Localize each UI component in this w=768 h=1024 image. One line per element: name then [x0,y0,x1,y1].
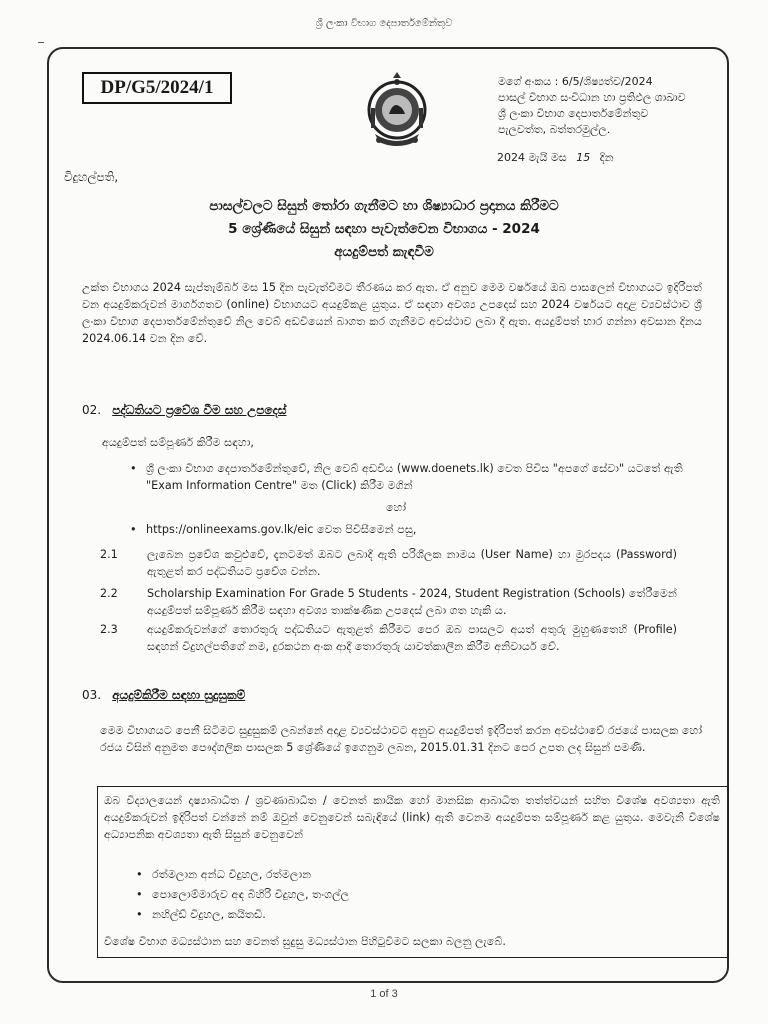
date-prefix: 2024 මැයි මස [497,151,567,164]
date-day: 15 [576,151,591,164]
bullet-eic-link [130,521,702,538]
section-title: පද්ධතියට ප්‍රවේශ වීම සහ උපදෙස් [112,403,287,417]
section-title: අයදුම්කිරීම සඳහා සුදුසුකම් [112,688,246,702]
item-text: ලැබෙන ප්‍රවේශ කවුළුවේ, දැනටමත් ඔබට ලබාදී ඇති පරිශීලක නාමය (User Name) හා මුරපදය (Password) ඇතුළත් කර පද්ධතියට ප්‍රවේශ වන්න. [147,548,677,578]
salutation: විදුහල්පති, [64,170,119,184]
school-name: පොලොම්මාරුව අඳ බිහිරි විදුහල, තංගල්ල [152,888,350,901]
section-number: 02. [82,403,102,417]
eligibility-paragraph: මෙම විභාගයට පෙනී සිටීමට සුදුසුකම් ලබන්නේ අදාළ ව්‍යවස්ථාවට අනුව අයදුම්පත් ඉදිරිපත් කරන අවස්ථාවේ රජයේ පාසලක හෝ රජය විසින් අනුමත පෞද්ගලික පාසලක 5 ශ්‍රේණියේ ඉගෙනුම ලබන, 2015.01.31 දිනට පෙර උපත ලද සිසුන් පමණි. [100,724,702,754]
school-name: රත්මලාන අන්ධ විදුහල, රත්මලාන [152,868,312,881]
or-label: හෝ [386,501,407,514]
date-suffix: දින [599,151,614,164]
bullet-icon: • [130,523,137,536]
item-text: අයදුම්කරුවන්ගේ තොරතුරු පද්ධතියට ඇතුළත් කිරීමට පෙර ඔබ පාසලට අයත් අතුරු මුහුණතෙහි (Profile) සඳහන් විදුහල්පතිගේ නම, දුරකථන අංක ආදී තොරතුරු යාවත්කාලීන කිරීම අනිවාර්ය වේ. [147,623,677,653]
intro-paragraph: උක්ත විභාගය 2024 සැප්තැම්බර් මස 15 දින පැවැත්වීමට තීරණය කර ඇත. ඒ අනුව මෙම වර්ෂයේ ඔබ පාසලෙන් විභාගයට ඉදිරිපත් වන අයදුම්කරුවන් මාර්ගගතව (online) විභාගයට අයදුම්කළ යුතුය. ඒ සඳහා අවශ්‍ය උපදෙස් සහ 2024 වර්ෂයට අදාළ ව්‍යවස්ථාව ශ්‍රී ලංකා විභාග දෙපාර්තමේන්තුවේ නිල වෙබ් අඩවියෙන් බාගත කර ගැනීමට අවස්ථාව ලබා දී ඇත. අයදුම්පත් භාර ගන්නා අවසාන දිනය 2024.06.14 වන දින වේ. [82,281,702,345]
bullet-website [130,460,702,494]
address-line: මගේ අංකය : 6/5/ශිෂ්‍යත්ව/2024 [498,75,653,88]
margin-mark [38,42,44,43]
special-needs-paragraph: ඔබ විද්‍යාලයෙන් දෘෂ්‍යාබාධිත / ශ්‍රවණාබාධිත / වෙනත් කායික හෝ මානසික ආබාධිත තත්ත්වයන් සහිත විශේෂ අවශ්‍යතා ඇති අයදුම්කරුවන් ඉදිරිපත් වන්නේ නම් ඔවුන් වෙනුවෙන් සබැඳියේ (link) ඇති වෙනම අයදුම්පත සම්පූර්ණ කළ යුතුය. මෙවැනි විශේෂ අධ්‍යාපනික අවශ්‍යතා ඇති සිසුන් වෙනුවෙන් [104,794,720,841]
address-block [498,74,686,138]
item-text: Scholarship Examination For Grade 5 Students - 2024, Student Registration (Schools) තේරීමෙන් අයදුම්පත් සම්පූර්ණ කිරීම සඳහා අවශ්‍ය තාක්ෂණික උපදෙස් ලබා ගත හැකි ය. [147,587,677,617]
section-02-lead: අයදුම්පත් සම්පූර්ණ කිරීම සඳහා, [102,436,254,449]
address-line: පාසල් විභාග සංවිධාන හා ප්‍රතිඵල ශාඛාව [498,91,686,104]
section-03-heading [82,688,245,703]
bullet-icon: • [136,868,143,881]
date-line [497,151,614,165]
section-number: 03. [82,688,102,702]
section-02-heading [82,403,286,418]
school-item [136,866,692,883]
bullet-icon: • [136,888,143,901]
address-line: ශ්‍රී ලංකා විභාග දෙපාර්තමේන්තුව [498,107,649,120]
reference-box: DP/G5/2024/1 [82,72,232,104]
item-number: 2.1 [100,548,118,561]
national-emblem-icon [365,70,429,148]
school-item [136,886,692,903]
title-line-2: 5 ශ්‍රේණියේ සිසුන් සඳහා පැවැත්වෙන විභාගය - 2024 [228,221,540,237]
item-number: 2.2 [100,587,118,600]
bullet-text: ශ්‍රී ලංකා විභාග දෙපාර්තමේන්තුවේ, නිල වෙබ් අඩවිය (www.doenets.lk) වෙත පිවිස "අපගේ සේවා" යටතේ ඇති "Exam Information Centre" මත (Click) කිරීම මගින් [146,462,683,492]
page-number: 1 of 3 [370,988,398,1000]
department-header: ශ්‍රී ලංකා විභාග දෙපාර්තමේන්තුව [315,18,453,29]
title-line-3: අයදුම්පත් කැඳවීම [334,244,434,260]
school-item [136,906,692,923]
bullet-icon: • [130,462,137,475]
title-line-1: පාසල්වලට සිසුන් තෝරා ගැනීමට හා ශිෂ්‍යාධාර ප්‍රදානය කිරීමට [209,198,559,214]
special-centres-note: විශේෂ විභාග මධ්‍යස්ථාන සහ වෙනත් සුදුසු මධ්‍යස්ථාන පිහිටුවීමට සලකා බලනු ලැබේ. [104,935,506,948]
school-name: නහිල්ඩ් විදුහල, කයිතඩි. [152,908,266,921]
item-number: 2.3 [100,623,118,636]
bullet-icon: • [136,908,143,921]
address-line: පැලවත්ත, බත්තරමුල්ල. [498,123,611,136]
bullet-text: https://onlineexams.gov.lk/eic වෙත පිවිසීමෙන් පසු, [146,523,417,536]
